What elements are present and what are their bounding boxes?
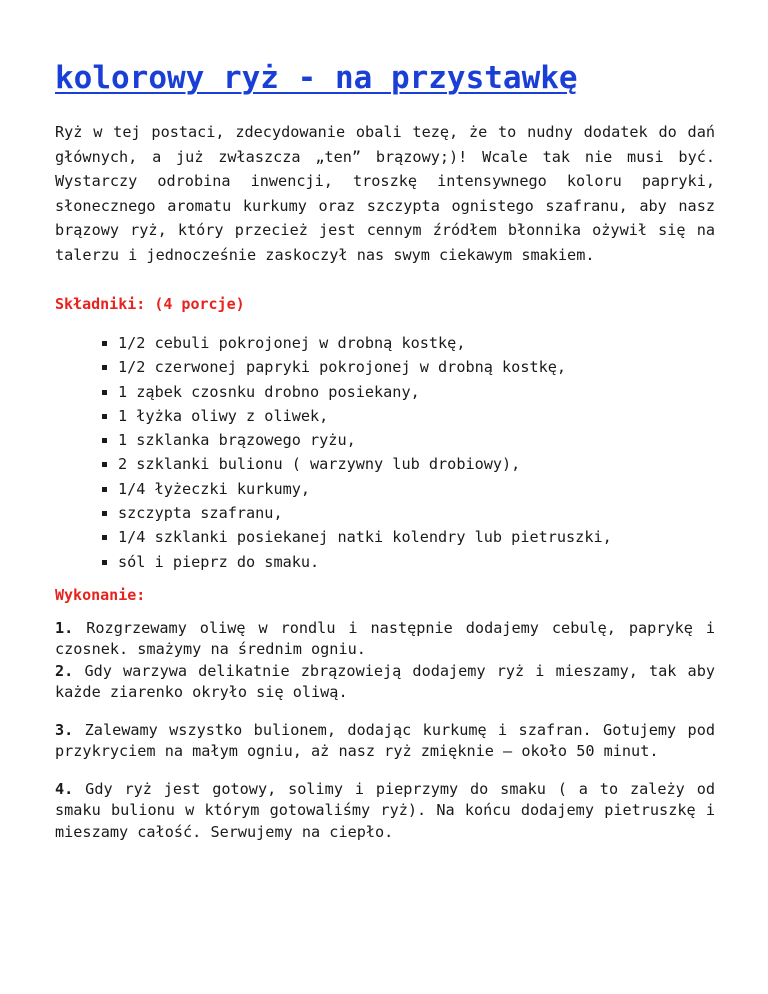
- preparation-heading: Wykonanie:: [55, 585, 146, 604]
- ingredients-heading: Składniki: (4 porcje): [55, 295, 245, 313]
- list-item: [102, 501, 715, 525]
- step-text: Gdy ryż jest gotowy, solimy i pieprzymy do smaku ( a to zależy od smaku bulionu w którym gotowaliśmy ryż). Na końcu dodajemy pietruszkę i mieszamy całość. Serwujemy na ciepło.: [55, 779, 715, 841]
- step-number: 2.: [55, 661, 74, 680]
- list-item: [102, 428, 715, 452]
- list-item: [102, 331, 715, 355]
- bullet-icon: [102, 341, 107, 346]
- ingredient-text: 1 szklanka brązowego ryżu,: [118, 431, 356, 450]
- page-title-link[interactable]: kolorowy ryż - na przystawkę: [55, 60, 578, 96]
- step-number: 3.: [55, 720, 74, 739]
- ingredient-text: sól i pieprz do smaku.: [118, 552, 320, 571]
- ingredient-text: 1/4 łyżeczki kurkumy,: [118, 479, 311, 498]
- bullet-icon: [102, 560, 107, 565]
- list-item: [102, 452, 715, 476]
- ingredient-text: 1/2 czerwonej papryki pokrojonej w drobną kostkę,: [118, 358, 567, 377]
- bullet-icon: [102, 365, 107, 370]
- ingredients-list: [55, 331, 715, 574]
- bullet-icon: [102, 390, 107, 395]
- preparation-steps: [55, 618, 715, 844]
- list-item: [102, 477, 715, 501]
- step-item: [55, 618, 715, 704]
- bullet-icon: [102, 535, 107, 540]
- list-item: [102, 550, 715, 574]
- bullet-icon: [102, 511, 107, 516]
- step-item: [55, 720, 715, 763]
- step-number: 4.: [55, 779, 74, 798]
- bullet-icon: [102, 462, 107, 467]
- bullet-icon: [102, 438, 107, 443]
- bullet-icon: [102, 487, 107, 492]
- intro-paragraph: Ryż w tej postaci, zdecydowanie obali tezę, że to nudny dodatek do dań głównych, a już zwłaszcza „ten” brązowy;)! Wcale tak nie musi być. Wystarczy odrobina inwencji, troszkę intensywnego koloru papryki, słonecznego aromatu kurkumy oraz szczypta ognistego szafranu, aby nasz brązowy ryż, który przecież jest cennym źródłem błonnika ożywił się na talerzu i jednocześnie zaskoczył nas swym ciekawym smakiem.: [55, 123, 715, 264]
- list-item: [102, 355, 715, 379]
- ingredient-text: 1/2 cebuli pokrojonej w drobną kostkę,: [118, 334, 466, 352]
- list-item: [102, 404, 715, 428]
- ingredient-text: 1/4 szklanki posiekanej natki kolendry lub pietruszki,: [118, 528, 612, 547]
- ingredient-text: 1 ząbek czosnku drobno posiekany,: [118, 382, 420, 401]
- document-page: [55, 40, 715, 843]
- ingredient-text: 2 szklanki bulionu ( warzywny lub drobiowy),: [118, 455, 521, 474]
- ingredient-text: szczypta szafranu,: [118, 504, 283, 523]
- step-text: Zalewamy wszystko bulionem, dodając kurkumę i szafran. Gotujemy pod przykryciem na małym ogniu, aż nasz ryż zmięknie – około 50 minut.: [55, 720, 715, 761]
- bullet-icon: [102, 414, 107, 419]
- list-item: [102, 525, 715, 549]
- ingredient-text: 1 łyżka oliwy z oliwek,: [118, 406, 329, 425]
- step-number: 1.: [55, 618, 74, 637]
- list-item: [102, 380, 715, 404]
- step-text: Gdy warzywa delikatnie zbrązowieją dodajemy ryż i mieszamy, tak aby każde ziarenko okryło się oliwą.: [55, 661, 715, 702]
- step-item: [55, 779, 715, 844]
- step-text: Rozgrzewamy oliwę w rondlu i następnie dodajemy cebulę, paprykę i czosnek. smażymy na średnim ogniu.: [55, 618, 715, 659]
